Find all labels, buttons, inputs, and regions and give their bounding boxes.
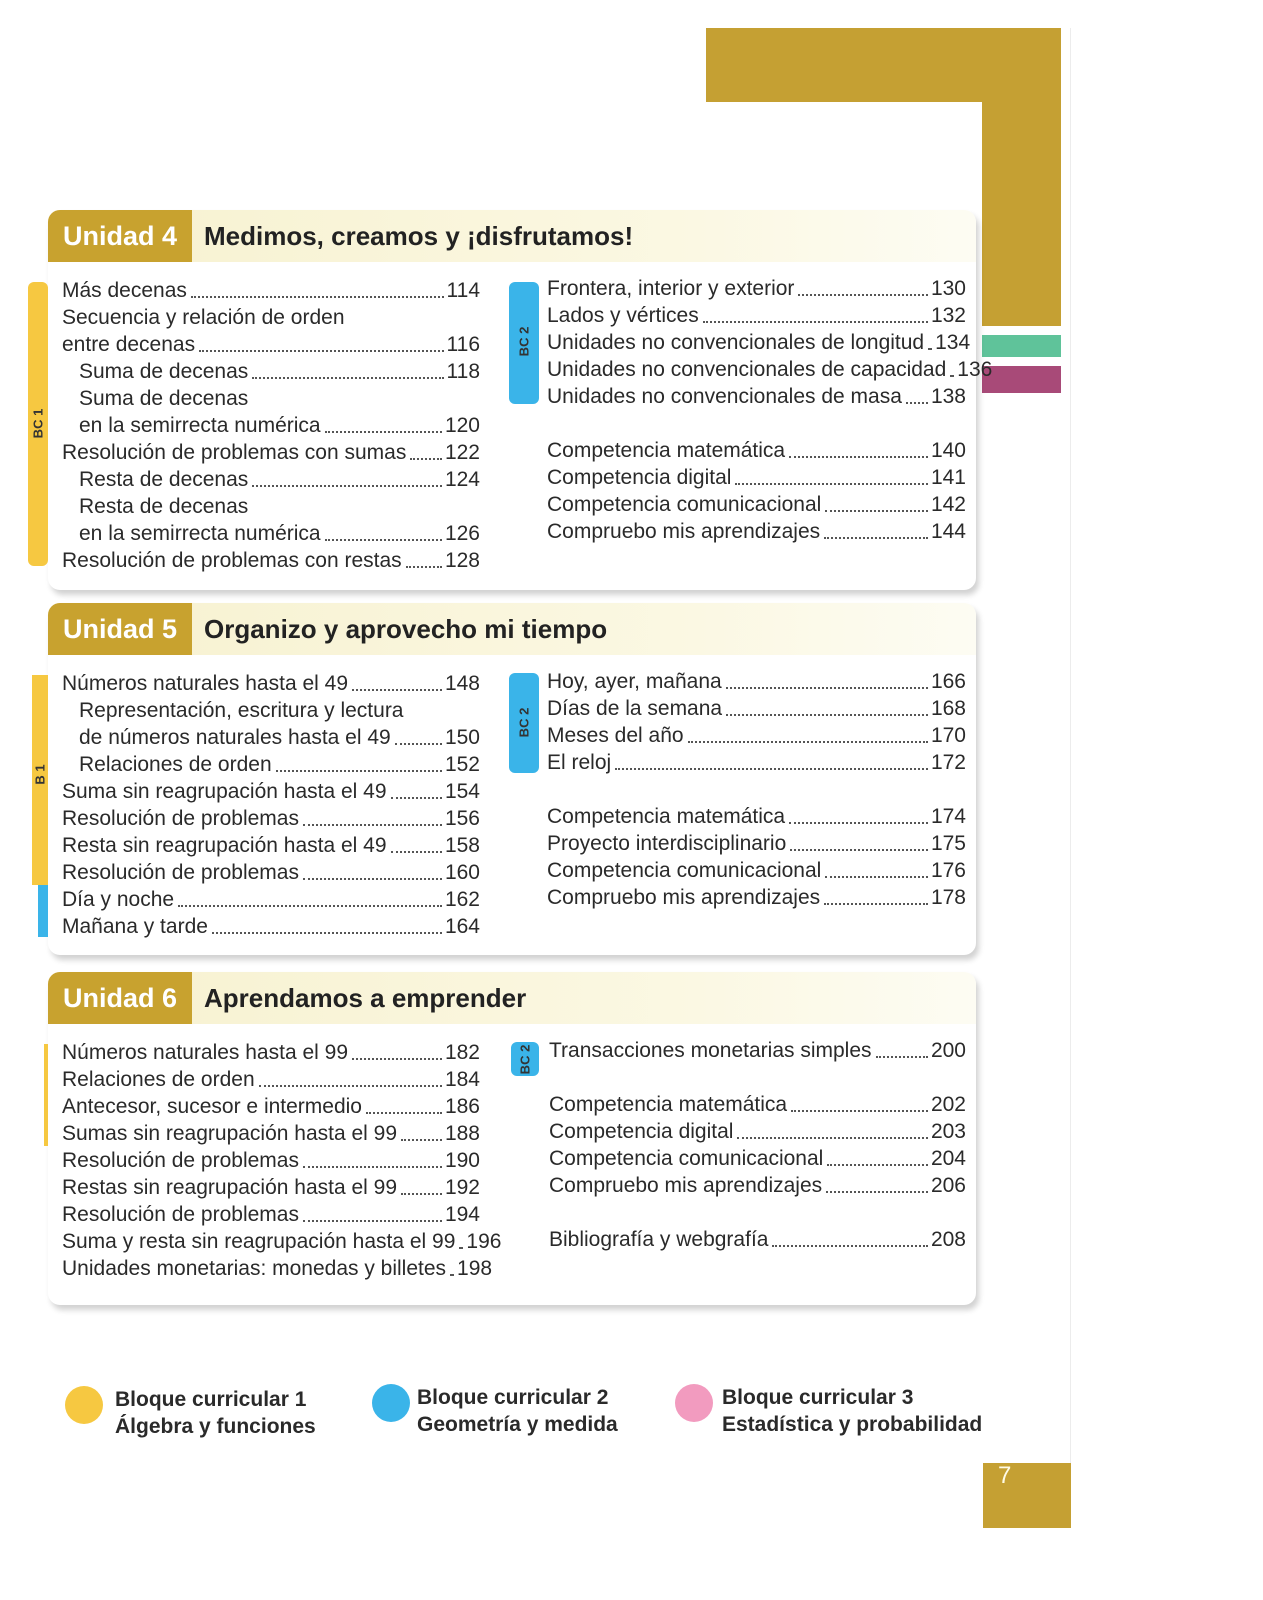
page-edge-line bbox=[1070, 28, 1071, 1528]
toc-entry-title: Números naturales hasta el 49 bbox=[62, 672, 348, 695]
toc-entry bbox=[547, 722, 966, 749]
toc-entry bbox=[547, 437, 966, 464]
toc-entry-page: 154 bbox=[444, 780, 480, 803]
legend-subtitle: Estadística y probabilidad bbox=[722, 1413, 983, 1436]
dot-leader bbox=[906, 402, 928, 404]
toc-entry bbox=[547, 518, 966, 545]
toc-entry bbox=[549, 1172, 966, 1199]
dot-leader bbox=[366, 1112, 442, 1114]
toc-entry-page: 152 bbox=[444, 753, 480, 776]
toc-right-column bbox=[549, 1037, 966, 1253]
toc-entry-title: Números naturales hasta el 99 bbox=[62, 1041, 348, 1064]
pink-stripe bbox=[982, 366, 1061, 393]
toc-entry-title: Competencia matemática bbox=[549, 1093, 788, 1116]
toc-entry-page: 182 bbox=[444, 1041, 480, 1064]
toc-entry bbox=[62, 277, 480, 304]
dot-leader bbox=[450, 1274, 454, 1276]
toc-entry bbox=[62, 331, 480, 358]
dot-leader bbox=[824, 903, 928, 905]
toc-entry-page: 202 bbox=[930, 1093, 966, 1116]
dot-leader bbox=[325, 431, 442, 433]
dot-leader bbox=[391, 851, 442, 853]
toc-entry bbox=[62, 724, 480, 751]
toc-entry-page: 141 bbox=[930, 466, 966, 489]
toc-entry-title: Mañana y tarde bbox=[62, 915, 208, 938]
toc-entry bbox=[62, 1228, 502, 1255]
toc-entry-title: Frontera, interior y exterior bbox=[547, 277, 795, 300]
toc-entry-page: 118 bbox=[446, 360, 480, 383]
toc-entry-title: en la semirrecta numérica bbox=[79, 522, 321, 545]
dot-leader bbox=[789, 456, 928, 458]
toc-entry bbox=[62, 1174, 480, 1201]
toc-entry bbox=[547, 383, 966, 410]
toc-entry bbox=[547, 302, 966, 329]
toc-entry bbox=[62, 1120, 480, 1147]
toc-entry bbox=[62, 520, 480, 547]
dot-leader bbox=[737, 1137, 928, 1139]
toc-entry-title: Compruebo mis aprendizajes bbox=[549, 1174, 823, 1197]
dot-leader bbox=[824, 537, 928, 539]
toc-entry-page: 186 bbox=[444, 1095, 480, 1118]
dot-leader bbox=[825, 876, 928, 878]
toc-entry bbox=[62, 1066, 480, 1093]
toc-entry-title: Competencia digital bbox=[547, 466, 732, 489]
toc-entry-page: 175 bbox=[930, 832, 966, 855]
toc-entry-title: Unidades no convencionales de capacidad bbox=[547, 358, 947, 381]
toc-entry-page: 166 bbox=[930, 670, 966, 693]
toc-entry-page: 116 bbox=[446, 333, 480, 356]
dot-leader bbox=[303, 1220, 442, 1222]
block-2-label: BC 2 bbox=[517, 1044, 533, 1075]
unit-header bbox=[48, 603, 976, 655]
toc-entry-title: Lados y vértices bbox=[547, 304, 699, 327]
toc-entry bbox=[62, 1093, 480, 1120]
toc-entry-page: 184 bbox=[444, 1068, 480, 1091]
dot-leader bbox=[212, 932, 442, 934]
dot-leader bbox=[876, 1056, 928, 1058]
toc-spacer bbox=[547, 776, 966, 803]
toc-entry-title: Suma y resta sin reagrupación hasta el 99 bbox=[62, 1230, 456, 1253]
toc-entry bbox=[62, 778, 480, 805]
toc-entry-title: Competencia comunicacional bbox=[547, 859, 822, 882]
toc-entry bbox=[62, 493, 480, 520]
toc-entry-title: Resolución de problemas bbox=[62, 807, 299, 830]
toc-entry-page: 124 bbox=[444, 468, 480, 491]
block-2-bar-left bbox=[38, 885, 48, 937]
toc-entry-title: en la semirrecta numérica bbox=[79, 414, 321, 437]
toc-entry-page: 206 bbox=[930, 1174, 966, 1197]
dot-leader bbox=[395, 743, 442, 745]
dot-leader bbox=[259, 1085, 442, 1087]
toc-entry-title: Resolución de problemas bbox=[62, 1149, 299, 1172]
toc-left-column bbox=[62, 1039, 502, 1282]
toc-entry-page: 196 bbox=[466, 1230, 502, 1253]
toc-entry-title: Representación, escritura y lectura bbox=[79, 699, 404, 722]
unit-tag: Unidad 5 bbox=[48, 603, 192, 655]
dot-leader bbox=[199, 350, 443, 352]
toc-entry bbox=[549, 1037, 966, 1064]
toc-entry-page: 200 bbox=[930, 1039, 966, 1062]
toc-entry-page: 164 bbox=[444, 915, 480, 938]
toc-entry-title: Secuencia y relación de orden bbox=[62, 306, 345, 329]
block-1-label: B 1 bbox=[32, 764, 48, 785]
dot-leader bbox=[303, 1166, 442, 1168]
toc-entry-title: Resolución de problemas bbox=[62, 861, 299, 884]
block-1-bar bbox=[44, 1044, 48, 1146]
dot-leader bbox=[726, 714, 928, 716]
toc-entry-title: Día y noche bbox=[62, 888, 175, 911]
toc-entry bbox=[62, 466, 480, 493]
toc-entry-page: 168 bbox=[930, 697, 966, 720]
toc-entry bbox=[547, 884, 966, 911]
toc-entry-page: 178 bbox=[930, 886, 966, 909]
toc-entry-page: 150 bbox=[444, 726, 480, 749]
toc-right-column bbox=[547, 275, 993, 545]
toc-spacer bbox=[549, 1199, 966, 1226]
dot-leader bbox=[798, 294, 928, 296]
toc-entry-page: 208 bbox=[930, 1228, 966, 1251]
toc-entry bbox=[62, 412, 480, 439]
corner-decoration-side bbox=[982, 28, 1061, 326]
toc-entry-page: 176 bbox=[930, 859, 966, 882]
toc-entry-page: 174 bbox=[930, 805, 966, 828]
toc-entry-title: Meses del año bbox=[547, 724, 684, 747]
dot-leader bbox=[790, 849, 928, 851]
toc-entry bbox=[547, 464, 966, 491]
unit-tag: Unidad 4 bbox=[48, 210, 192, 262]
toc-right-column bbox=[547, 668, 966, 911]
toc-entry bbox=[62, 751, 480, 778]
dot-leader bbox=[252, 377, 443, 379]
toc-entry-title: Transacciones monetarias simples bbox=[549, 1039, 872, 1062]
toc-entry-title: Resta de decenas bbox=[79, 468, 249, 491]
toc-entry-title: Resolución de problemas con restas bbox=[62, 549, 402, 572]
dot-leader bbox=[726, 687, 928, 689]
legend-title: Bloque curricular 1 bbox=[115, 1388, 307, 1411]
page-number-box bbox=[983, 1463, 1071, 1528]
toc-entry bbox=[547, 857, 966, 884]
dot-leader bbox=[401, 1193, 442, 1195]
toc-entry bbox=[62, 439, 480, 466]
toc-entry bbox=[62, 832, 480, 859]
toc-entry-title: Resolución de problemas con sumas bbox=[62, 441, 407, 464]
blue-dot-icon bbox=[372, 1384, 410, 1422]
block-2-label: BC 2 bbox=[516, 707, 532, 738]
dot-leader bbox=[928, 348, 932, 350]
toc-entry bbox=[549, 1118, 966, 1145]
legend-subtitle: Geometría y medida bbox=[417, 1413, 618, 1436]
unit-title: Organizo y aprovecho mi tiempo bbox=[204, 614, 608, 644]
dot-leader bbox=[703, 321, 928, 323]
toc-entry bbox=[547, 668, 966, 695]
toc-entry-title: Resolución de problemas bbox=[62, 1203, 299, 1226]
toc-entry-title: Competencia comunicacional bbox=[547, 493, 822, 516]
toc-entry-page: 190 bbox=[444, 1149, 480, 1172]
unit-header bbox=[48, 210, 976, 262]
toc-entry bbox=[62, 1255, 493, 1282]
dot-leader bbox=[303, 824, 442, 826]
toc-entry-title: Competencia matemática bbox=[547, 439, 786, 462]
toc-entry-title: Sumas sin reagrupación hasta el 99 bbox=[62, 1122, 398, 1145]
toc-entry bbox=[62, 358, 480, 385]
toc-entry-title: Días de la semana bbox=[547, 697, 723, 720]
toc-entry bbox=[62, 805, 480, 832]
dot-leader bbox=[459, 1247, 463, 1249]
toc-spacer bbox=[549, 1064, 966, 1091]
toc-entry-page: 130 bbox=[930, 277, 966, 300]
toc-entry-title: Restas sin reagrupación hasta el 99 bbox=[62, 1176, 398, 1199]
toc-entry-title: Hoy, ayer, mañana bbox=[547, 670, 722, 693]
toc-entry-page: 162 bbox=[444, 888, 480, 911]
legend-subtitle: Álgebra y funciones bbox=[115, 1415, 316, 1438]
toc-entry bbox=[547, 749, 966, 776]
toc-entry-page: 204 bbox=[930, 1147, 966, 1170]
dot-leader bbox=[391, 797, 442, 799]
toc-entry bbox=[549, 1145, 966, 1172]
dot-leader bbox=[352, 1058, 442, 1060]
toc-entry bbox=[547, 356, 993, 383]
dot-leader bbox=[791, 1110, 928, 1112]
toc-entry bbox=[547, 830, 966, 857]
toc-entry-page: 142 bbox=[930, 493, 966, 516]
toc-entry bbox=[62, 1039, 480, 1066]
toc-entry-title: Unidades monetarias: monedas y billetes bbox=[62, 1257, 447, 1280]
dot-leader bbox=[827, 1164, 928, 1166]
toc-entry-title: Unidades no convencionales de masa bbox=[547, 385, 902, 408]
toc-entry-page: 172 bbox=[930, 751, 966, 774]
toc-entry-title: Relaciones de orden bbox=[79, 753, 272, 776]
legend-title: Bloque curricular 3 bbox=[722, 1386, 914, 1409]
toc-entry bbox=[547, 695, 966, 722]
block-2-label: BC 2 bbox=[516, 326, 532, 357]
unit-header bbox=[48, 972, 976, 1024]
toc-entry-page: 128 bbox=[444, 549, 480, 572]
toc-entry-page: 126 bbox=[444, 522, 480, 545]
toc-entry-title: Unidades no convencionales de longitud bbox=[547, 331, 925, 354]
toc-entry bbox=[62, 670, 480, 697]
toc-entry bbox=[62, 547, 480, 574]
dot-leader bbox=[252, 485, 442, 487]
toc-entry-title: Antecesor, sucesor e intermedio bbox=[62, 1095, 362, 1118]
toc-entry-title: Compruebo mis aprendizajes bbox=[547, 520, 821, 543]
toc-entry-page: 136 bbox=[957, 358, 993, 381]
toc-entry bbox=[547, 491, 966, 518]
toc-entry bbox=[62, 886, 480, 913]
dot-leader bbox=[772, 1245, 927, 1247]
dot-leader bbox=[735, 483, 928, 485]
toc-entry-title: Suma de decenas bbox=[79, 360, 249, 383]
toc-entry-title: Bibliografía y webgrafía bbox=[549, 1228, 769, 1251]
toc-entry-page: 148 bbox=[444, 672, 480, 695]
toc-entry-title: Más decenas bbox=[62, 279, 187, 302]
toc-entry bbox=[62, 1201, 480, 1228]
unit-6-panel bbox=[48, 972, 976, 1305]
toc-entry bbox=[62, 385, 480, 412]
dot-leader bbox=[303, 878, 442, 880]
dot-leader bbox=[178, 905, 442, 907]
dot-leader bbox=[410, 458, 442, 460]
dot-leader bbox=[352, 689, 442, 691]
dot-leader bbox=[276, 770, 442, 772]
toc-entry bbox=[547, 329, 971, 356]
toc-entry bbox=[62, 304, 480, 331]
pink-dot-icon bbox=[675, 1384, 713, 1422]
yellow-dot-icon bbox=[65, 1386, 103, 1424]
toc-entry bbox=[549, 1226, 966, 1253]
unit-title: Medimos, creamos y ¡disfrutamos! bbox=[204, 221, 634, 251]
toc-entry-page: 188 bbox=[444, 1122, 480, 1145]
toc-entry bbox=[62, 1147, 480, 1174]
toc-entry-page: 203 bbox=[930, 1120, 966, 1143]
toc-entry-page: 134 bbox=[935, 331, 971, 354]
dot-leader bbox=[325, 539, 442, 541]
dot-leader bbox=[406, 566, 442, 568]
toc-entry-title: Resta sin reagrupación hasta el 49 bbox=[62, 834, 387, 857]
toc-entry-page: 156 bbox=[444, 807, 480, 830]
toc-entry-title: El reloj bbox=[547, 751, 612, 774]
block-1-label: BC 1 bbox=[30, 408, 46, 439]
dot-leader bbox=[401, 1139, 442, 1141]
toc-entry bbox=[62, 859, 480, 886]
toc-entry-title: Competencia comunicacional bbox=[549, 1147, 824, 1170]
toc-entry-page: 170 bbox=[930, 724, 966, 747]
toc-entry-title: Competencia matemática bbox=[547, 805, 786, 828]
toc-left-column bbox=[62, 670, 480, 940]
toc-entry-page: 158 bbox=[444, 834, 480, 857]
toc-entry-page: 138 bbox=[930, 385, 966, 408]
toc-entry-page: 160 bbox=[444, 861, 480, 884]
dot-leader bbox=[688, 741, 928, 743]
toc-entry-title: Resta de decenas bbox=[79, 495, 249, 518]
toc-entry bbox=[547, 803, 966, 830]
toc-entry-page: 114 bbox=[446, 279, 480, 302]
toc-entry-title: Proyecto interdisciplinario bbox=[547, 832, 787, 855]
green-stripe bbox=[982, 335, 1061, 357]
toc-entry-page: 198 bbox=[457, 1257, 493, 1280]
unit-title: Aprendamos a emprender bbox=[204, 983, 527, 1013]
toc-entry-page: 144 bbox=[930, 520, 966, 543]
toc-entry bbox=[62, 913, 480, 940]
toc-entry-page: 192 bbox=[444, 1176, 480, 1199]
dot-leader bbox=[191, 296, 444, 298]
page-number: 7 bbox=[998, 1462, 1012, 1489]
dot-leader bbox=[825, 510, 928, 512]
dot-leader bbox=[950, 375, 954, 377]
toc-entry-page: 122 bbox=[444, 441, 480, 464]
toc-entry-title: Suma sin reagrupación hasta el 49 bbox=[62, 780, 387, 803]
toc-entry bbox=[549, 1091, 966, 1118]
unit-tag: Unidad 6 bbox=[48, 972, 192, 1024]
toc-entry-title: Suma de decenas bbox=[79, 387, 249, 410]
dot-leader bbox=[615, 768, 928, 770]
toc-entry bbox=[62, 697, 480, 724]
toc-entry-title: Compruebo mis aprendizajes bbox=[547, 886, 821, 909]
toc-entry-title: Relaciones de orden bbox=[62, 1068, 255, 1091]
dot-leader bbox=[826, 1191, 928, 1193]
toc-entry bbox=[547, 275, 966, 302]
toc-entry-title: de números naturales hasta el 49 bbox=[79, 726, 391, 749]
toc-entry-title: entre decenas bbox=[62, 333, 196, 356]
legend-title: Bloque curricular 2 bbox=[417, 1386, 609, 1409]
toc-spacer bbox=[547, 410, 966, 437]
toc-left-column bbox=[62, 277, 480, 574]
dot-leader bbox=[789, 822, 928, 824]
unit-4-panel bbox=[30, 210, 993, 590]
toc-entry-page: 140 bbox=[930, 439, 966, 462]
toc-entry-page: 120 bbox=[444, 414, 480, 437]
toc-entry-title: Competencia digital bbox=[549, 1120, 734, 1143]
toc-entry-page: 194 bbox=[444, 1203, 480, 1226]
unit-5-panel bbox=[32, 603, 976, 955]
toc-entry-page: 132 bbox=[930, 304, 966, 327]
